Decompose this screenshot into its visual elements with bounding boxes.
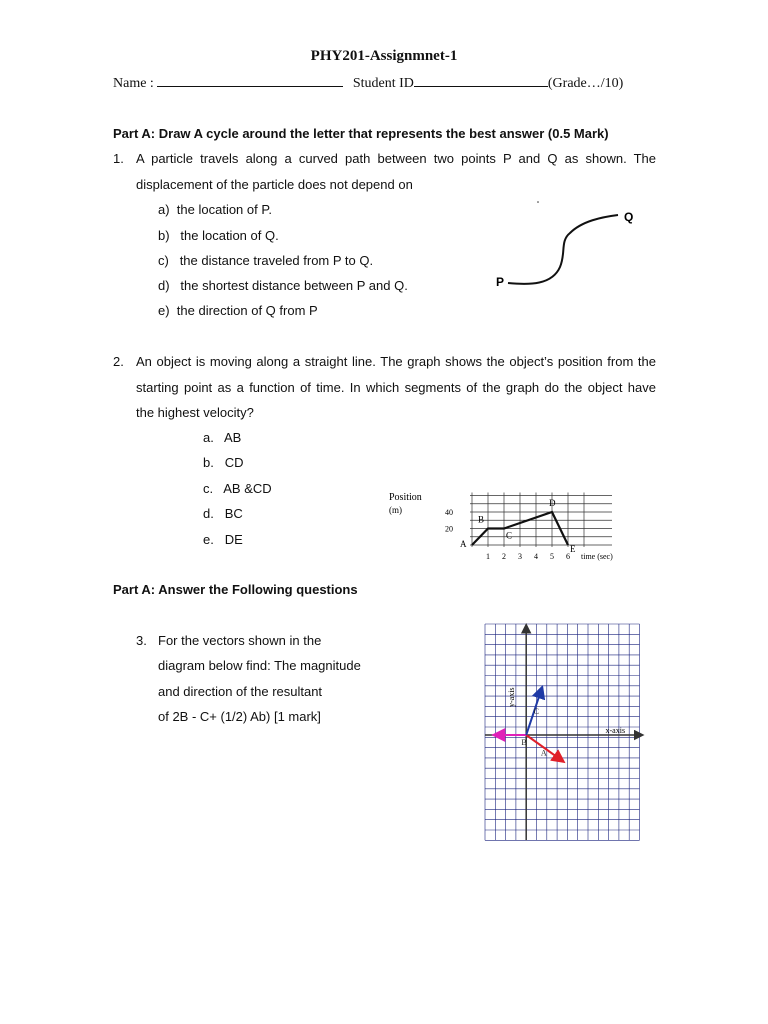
x-axis-label: x-axis	[605, 726, 626, 735]
x-tick-label: 2	[502, 552, 506, 561]
graph-y-ticks	[445, 508, 453, 534]
y-tick-label: 40	[445, 508, 453, 517]
y-axis-label: y-axis	[507, 687, 517, 707]
part-a-heading: Part A: Draw A cycle around the letter that represents the best answer (0.5 Mark)	[113, 126, 609, 141]
vector-c-label: C	[533, 707, 539, 717]
label-q: Q	[624, 210, 634, 224]
q3-line1: For the vectors shown in the	[158, 633, 322, 648]
q2-line3: the highest velocity?	[136, 405, 254, 420]
q2-option-b[interactable]: b. CD	[203, 455, 244, 470]
x-tick-label: 6	[566, 552, 570, 561]
part-b-heading: Part A: Answer the Following questions	[113, 582, 358, 597]
graph-ylabel: Position	[389, 492, 422, 503]
stray-dot	[537, 201, 539, 203]
q1-number: 1.	[113, 151, 124, 166]
q1-option-d[interactable]: d) the shortest distance between P and Q.	[158, 278, 408, 293]
q2-option-e[interactable]: e. DE	[203, 532, 243, 547]
point-label-c: C	[506, 530, 513, 541]
x-tick-label: 4	[534, 552, 538, 561]
graph-grid	[470, 493, 612, 548]
graph-xlabel: time (sec)	[581, 552, 613, 561]
name-blank[interactable]	[157, 74, 343, 87]
student-id-label: Student ID	[352, 76, 414, 91]
point-label-a: A	[460, 539, 467, 549]
q1-path-figure	[490, 195, 650, 295]
label-p: P	[496, 275, 505, 289]
vector-diagram	[480, 620, 645, 850]
graph-x-ticks	[486, 552, 570, 561]
q2-line1: An object is moving along a straight line. The graph shows the object’s position from the	[136, 354, 656, 369]
q2-number: 2.	[113, 354, 124, 369]
position-time-graph	[380, 430, 650, 568]
point-label-b: B	[478, 514, 485, 525]
graph-ylabel-unit: (m)	[389, 505, 402, 515]
q1-line2: displacement of the particle does not depend on	[136, 177, 413, 192]
q1-option-a[interactable]: a) the location of P.	[158, 202, 272, 217]
q1-option-b[interactable]: b) the location of Q.	[158, 228, 279, 243]
vector-a-label: A	[540, 748, 547, 758]
q1-option-c[interactable]: c) the distance traveled from P to Q.	[158, 253, 374, 268]
student-id-blank[interactable]	[414, 74, 548, 87]
page-title: PHY201-Assignmnet-1	[310, 48, 458, 64]
point-label-d: D	[549, 498, 556, 508]
name-label: Name :	[113, 76, 154, 91]
y-tick-label: 20	[445, 524, 453, 534]
grade-label: (Grade…/10)	[547, 76, 624, 91]
q3-line4: of 2B - C+ (1/2) Ab) [1 mark]	[158, 709, 321, 724]
x-tick-label: 5	[550, 552, 554, 561]
curved-path	[508, 215, 618, 284]
name-row	[113, 74, 623, 92]
q3-line3: and direction of the resultant	[158, 684, 323, 699]
x-tick-label: 1	[486, 552, 490, 561]
q2-line2: starting point as a function of time. In which segments of the graph do the object have	[136, 380, 656, 395]
q1-line1: A particle travels along a curved path between two points P and Q as shown. The	[136, 151, 656, 166]
point-label-e: E	[570, 544, 576, 554]
q2-option-c[interactable]: c. AB &CD	[203, 481, 272, 496]
q2-option-a[interactable]: a. AB	[203, 430, 242, 445]
q3-number: 3.	[136, 633, 147, 648]
vector-b-label: B	[521, 738, 527, 747]
q2-option-d[interactable]: d. BC	[203, 506, 243, 521]
q3-line2: diagram below find: The magnitude	[158, 658, 361, 673]
x-tick-label: 3	[518, 552, 522, 561]
q1-option-e[interactable]: e) the direction of Q from P	[158, 303, 318, 318]
